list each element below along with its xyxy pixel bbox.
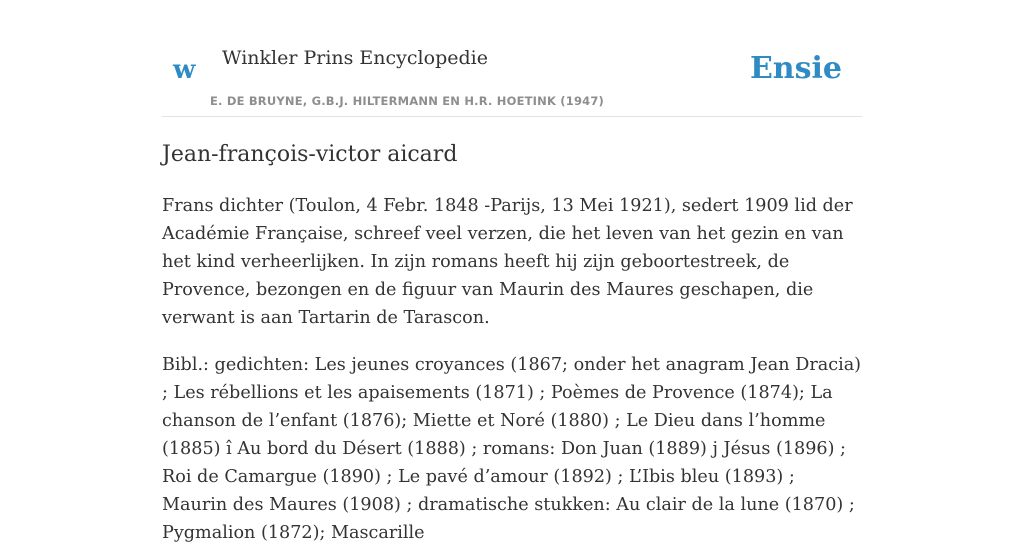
page-container bbox=[162, 0, 862, 543]
article-title: Jean-françois-victor aicard bbox=[162, 142, 458, 167]
site-header bbox=[162, 0, 862, 117]
site-subtitle: E. DE BRUYNE, G.B.J. HILTERMANN EN H.R. HOETINK (1947) bbox=[210, 94, 605, 108]
article-paragraph: Frans dichter (Toulon, 4 Febr. 1848 -Parijs, 13 Mei 1921), sedert 1909 lid der Académie Française, schreef veel verzen, die het leven van het gezin en van het kind verheerlijken. In zijn romans heeft hij zijn geboortestreek, de Provence, bezongen en de figuur van Maurin des Maures geschapen, die verwant is aan Tartarin de Tarascon. bbox=[162, 196, 853, 328]
site-title: Winkler Prins Encyclopedie bbox=[222, 47, 488, 69]
article-bibliography: Bibl.: gedichten: Les jeunes croyances (1867; onder het anagram Jean Dracia) ; Les rébellions et les apaisements (1871) ; Poèmes de Provence (1874); La chanson de l’enfant (1876); Miette et Noré (1880) ; Le Dieu dans l’homme (1885) î Au bord du Désert (1888) ; romans: Don Juan (1889) j Jésus (1896) ; Roi de Camargue (1890) ; Le pavé d’amour (1892) ; L’Ibis bleu (1893) ; Maurin des Maures (1908) ; dramatische stukken: Au clair de la lune (1870) ; Pygmalion (1872); Mascarille bbox=[162, 355, 862, 543]
ensie-brand-link[interactable]: Ensie bbox=[749, 51, 842, 86]
winkler-prins-logo[interactable]: w bbox=[173, 55, 196, 85]
